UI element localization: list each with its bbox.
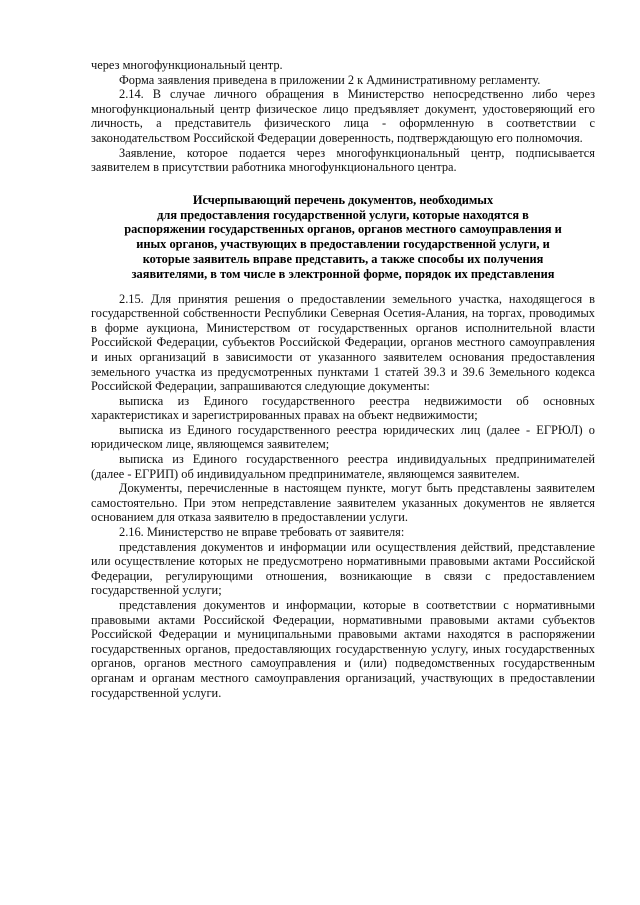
paragraph-2-14: 2.14. В случае личного обращения в Министерство непосредственно либо через многофункциональный центр физическое лицо предъявляет документ, удостоверяющий его личность, а представитель физического лица - оформленную в соответствии с законодательством Российской Федерации доверенность, подтверждающую его полномочия. [91, 87, 595, 145]
list-item-egrip-extract: выписка из Единого государственного реестра индивидуальных предпринимателей (далее - ЕГРИП) об индивидуальном предпринимателе, являющемся заявителем. [91, 452, 595, 481]
paragraph-continuation: через многофункциональный центр. [91, 58, 283, 72]
paragraph-documents-note: Документы, перечисленные в настоящем пункте, могут быть представлены заявителем самостоятельно. При этом непредставление заявителем указанных документов не является основанием для отказа заявителю в предоставлении услуги. [91, 481, 595, 525]
list-item-egrul-extract: выписка из Единого государственного реестра юридических лиц (далее - ЕГРЮЛ) о юридическом лице, являющемся заявителем; [91, 422, 595, 452]
paragraph-application-signing: Заявление, которое подается через многофункциональный центр, подписывается заявителем в присутствии работника многофункционального центра. [91, 145, 595, 175]
paragraph-2-15: 2.15. Для принятия решения о предоставлении земельного участка, находящегося в государственной собственности Республики Северная Осетия-Алания, на торгах, проводимых в форме аукциона, Министерством от государственных органов исполнительной власти Российской Федерации, субъектов Российской Федерации, органов местного самоуправления и иных организаций в зависимости от указанного заявителем основания предоставления земельного участка из предусмотренных пунктами 1 статей 39.3 и 39.6 Земельного кодекса Российской Федерации, запрашиваются следующие документы: [91, 291, 595, 394]
list-item-prohibited-requirement-2: представления документов и информации, которые в соответствии с нормативными правовыми актами Российской Федерации, нормативными правовыми актами субъектов Российской Федерации и муниципальными правовыми актами находятся в распоряжении государственных органов, предоставляющих государственную услугу, иных государственных органов, органов местного самоуправления и (или) подведомственных государственным органам и органам местного самоуправления организаций, участвующих в предоставлении государственной услуги. [91, 598, 595, 700]
section-heading-line: распоряжении государственных органов, органов местного самоуправления и [124, 222, 562, 237]
section-heading-line: заявителями, в том числе в электронной форме, порядок их представления [131, 266, 555, 281]
list-item-prohibited-requirement-1: представления документов и информации или осуществления действий, представление или осуществление которых не предусмотрено нормативными правовыми актами Российской Федерации, регулирующими отношения, возникающие в связи с предоставлением государственной услуги; [91, 539, 595, 598]
paragraph-2-16: 2.16. Министерство не вправе требовать от заявителя: [119, 525, 405, 540]
paragraph-form-reference: Форма заявления приведена в приложении 2 к Административному регламенту. [119, 72, 541, 87]
section-heading-line: иных органов, участвующих в предоставлении государственной услуги, и [136, 237, 550, 252]
section-heading [91, 193, 595, 282]
section-heading-line: Исчерпывающий перечень документов, необходимых [192, 192, 494, 207]
document-body [91, 58, 595, 700]
list-item-egrn-extract: выписка из Единого государственного реестра недвижимости об основных характеристиках и зарегистрированных правах на объект недвижимости; [91, 393, 595, 423]
section-heading-line: которые заявитель вправе представить, а также способы их получения [142, 251, 544, 266]
section-heading-line: для предоставления государственной услуги, которые находятся в [157, 207, 529, 222]
